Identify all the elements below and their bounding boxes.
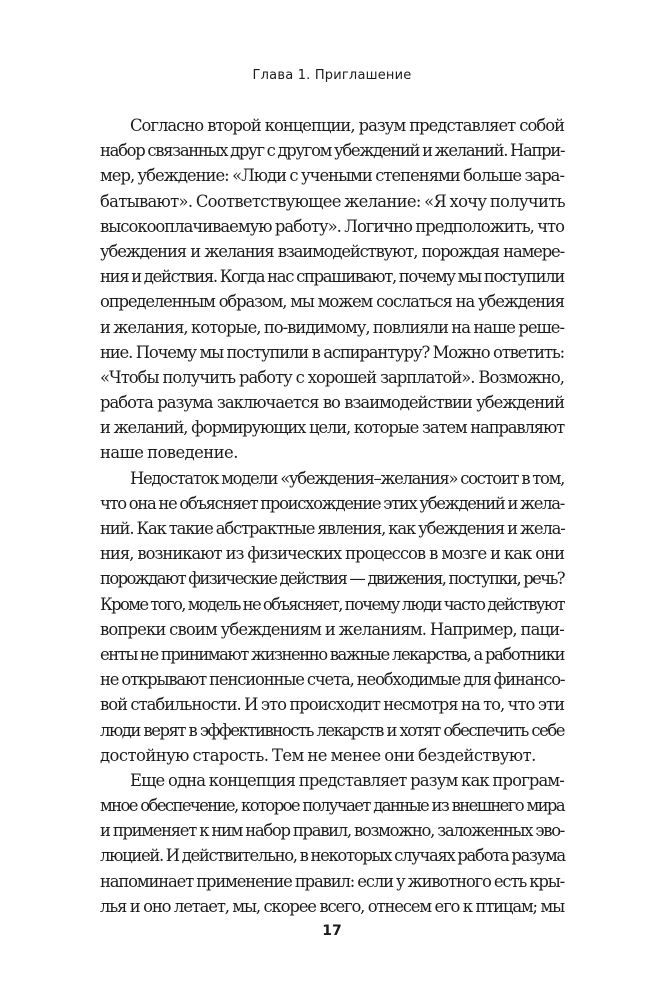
text-line: мное обеспечение, которое получает данные из внешнего мира	[100, 796, 564, 816]
text-line: что она не объясняет происхождение этих убеждений и жела-	[100, 493, 564, 513]
text-line: мер, убеждение: «Люди с учеными степенями больше зара-	[100, 166, 564, 186]
text-line: высокооплачиваемую работу». Логично предположить, что	[100, 216, 564, 236]
page-number: 17	[322, 923, 342, 939]
text-line: и желаний, формирующих цели, которые затем направляют	[100, 418, 564, 438]
text-line: и желания, которые, по-видимому, повлияли на наше реше-	[100, 317, 564, 337]
body-text	[100, 113, 564, 919]
text-line: ний. Как такие абстрактные явления, как убеждения и жела-	[100, 519, 565, 538]
text-line: порождают физические действия — движения, поступки, речь?	[100, 569, 564, 589]
text-line: «Чтобы получить работу с хорошей зарплатой». Возможно,	[100, 367, 564, 387]
text-line: ния, возникают из физических процессов в мозге и как они	[100, 544, 564, 564]
text-line: енты не принимают жизненно важные лекарства, а работники	[100, 644, 564, 664]
text-line: вой стабильности. И это происходит несмотря на то, что эти	[100, 695, 564, 715]
text-line: Еще одна концепция представляет разум как програм-	[130, 770, 564, 790]
text-line: наше поведение.	[100, 443, 238, 463]
text-line: ние. Почему мы поступили в аспирантуру? Можно ответить:	[100, 342, 564, 362]
text-line: напоминает применение правил: если у животного есть кры-	[100, 871, 564, 891]
text-line: не открывают пенсионные счета, необходимые для финансо-	[100, 670, 565, 690]
text-line: достойную старость. Тем не менее они бездействуют.	[100, 745, 536, 765]
text-line: убеждения и желания взаимодействуют, порождая намере-	[100, 241, 564, 261]
text-line: люди верят в эффективность лекарств и хотят обеспечить себе	[100, 720, 564, 740]
text-line: и применяет к ним набор правил, возможно, заложенных эво-	[100, 821, 564, 841]
text-line: лья и оно летает, мы, скорее всего, отнесем его к птицам; мы	[100, 896, 564, 916]
text-line: определенным образом, мы можем сослаться на убеждения	[100, 292, 564, 312]
text-line: Согласно второй концепции, разум представляет собой	[130, 116, 564, 135]
paragraph-software-concept	[100, 768, 564, 919]
text-line: набор связанных друг с другом убеждений и желаний. Напри-	[100, 141, 565, 161]
text-line: работа разума заключается во взаимодействии убеждений	[100, 393, 564, 413]
text-line: вопреки своим убеждениям и желаниям. Например, паци-	[100, 619, 564, 639]
text-line: батывают». Соответствующее желание: «Я хочу получить	[100, 191, 565, 211]
paragraph-model-shortcomings	[100, 466, 564, 768]
text-line: ния и действия. Когда нас спрашивают, почему мы поступили	[100, 267, 564, 287]
running-head: Глава 1. Приглашение	[252, 68, 412, 83]
text-line: люцией. И действительно, в некоторых случаях работа разума	[100, 846, 565, 866]
paragraph-belief-desire-concept	[100, 113, 564, 466]
text-line: Недостаток модели «убеждения–желания» состоит в том,	[130, 468, 564, 488]
text-line: Кроме того, модель не объясняет, почему люди часто действуют	[100, 594, 564, 614]
